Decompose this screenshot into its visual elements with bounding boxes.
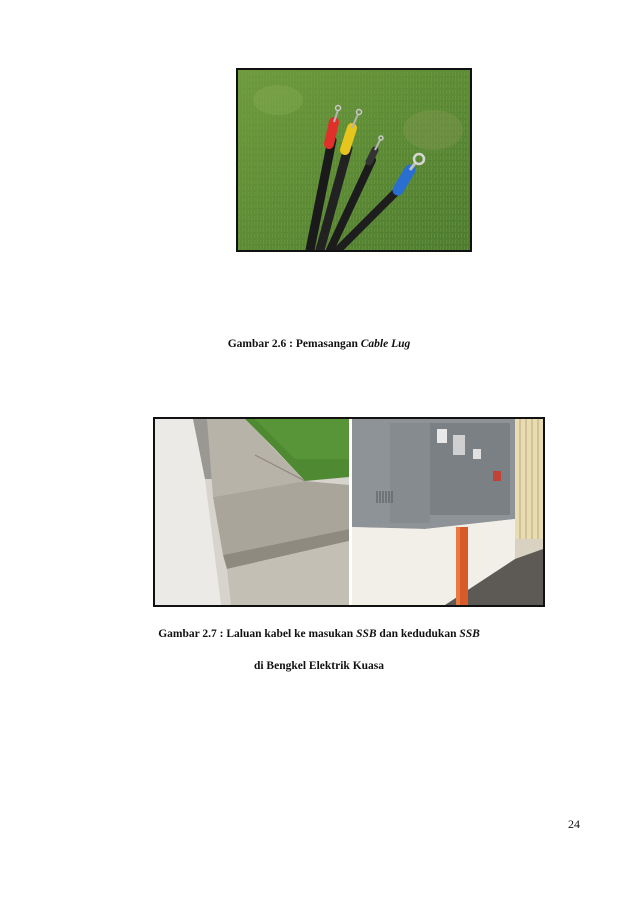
switchboard-photo-icon <box>352 419 543 605</box>
caption-line1-middle: dan kedudukan <box>376 628 460 640</box>
cable-lug-photo-icon <box>238 70 470 250</box>
figure-2-6-caption <box>0 338 638 350</box>
cable-path-photo-icon <box>155 419 349 605</box>
caption-italic-term: Cable Lug <box>360 338 411 350</box>
caption-italic-ssb-2: SSB <box>459 628 480 640</box>
caption-text: Gambar 2.6 : Pemasangan <box>227 338 361 350</box>
caption-line1-text: Gambar 2.7 : Laluan kabel ke masukan <box>158 628 357 640</box>
caption-italic-ssb-1: SSB <box>356 628 377 640</box>
caption-line2-text: di Bengkel Elektrik Kuasa <box>253 660 385 672</box>
figure-2-7-caption <box>0 626 638 674</box>
cable-route-switchboard-photo-icon <box>155 419 543 605</box>
figure-cable-route-image <box>153 417 545 607</box>
figure-cable-lug-image <box>236 68 472 252</box>
page-number: 24 <box>568 817 580 831</box>
